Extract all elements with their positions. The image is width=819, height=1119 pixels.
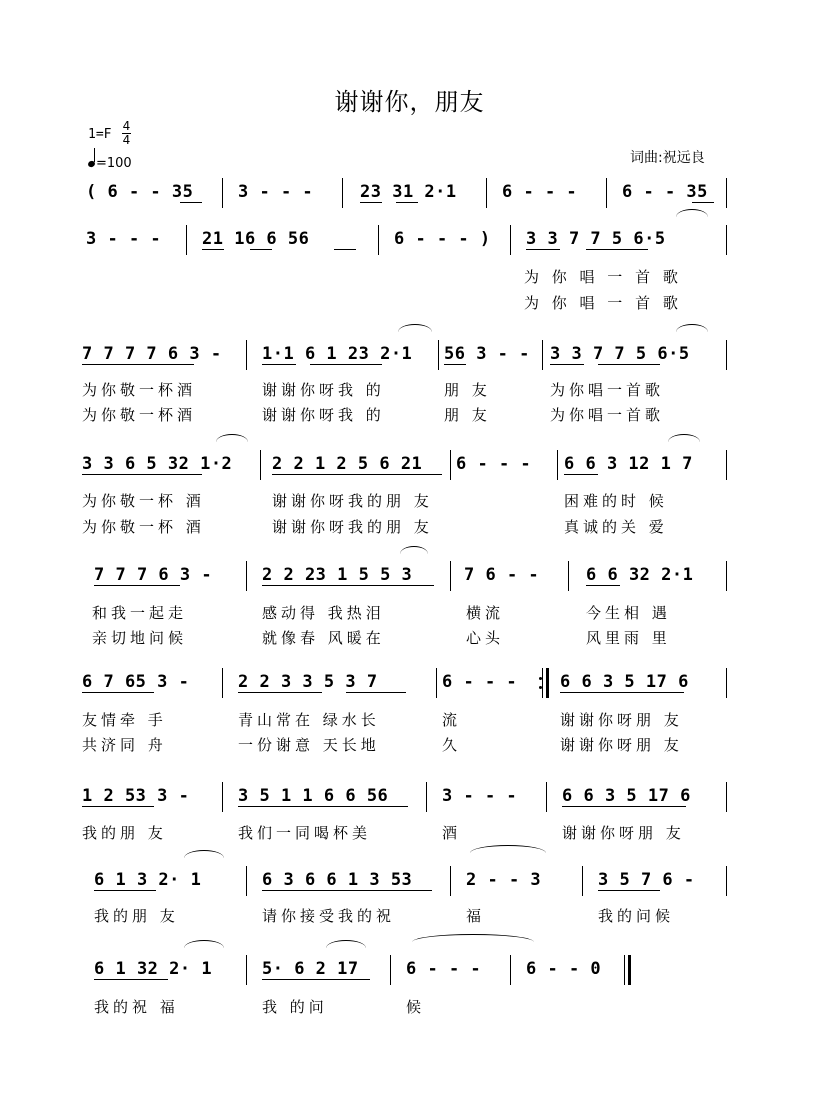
lyric-text: 请你接受我的祝: [262, 907, 396, 925]
lyric-line-7: [0, 822, 819, 844]
beam-line: [262, 890, 432, 891]
lyric-text: 谢谢你呀我 的: [262, 406, 385, 424]
lyric-line-4b: [0, 516, 819, 538]
lyric-text: 我的问候: [598, 907, 675, 925]
final-bar-line-thick: [628, 955, 631, 985]
time-signature-bottom: 4: [122, 133, 131, 147]
bar-line: [726, 178, 727, 208]
lyric-text: 流: [442, 711, 462, 729]
measure: 2 - - 3: [466, 870, 542, 890]
lyric-line-6a: [0, 709, 819, 731]
lyric-text: 为你敬一杯 酒: [82, 518, 205, 536]
beam-line: [444, 364, 466, 365]
lyric-text: 谢谢你呀我的朋 友: [272, 518, 433, 536]
score-row-2: [0, 225, 819, 253]
measure: 7 7 7 7 6 3 -: [82, 344, 222, 364]
beam-line: [82, 474, 202, 475]
slur-arc: [668, 434, 700, 442]
measure: 6 - - -: [456, 454, 532, 474]
beam-line: [262, 364, 296, 365]
beam-line: [564, 474, 598, 475]
measure: 23 31 2·1: [360, 182, 457, 202]
bar-line: [450, 561, 451, 591]
beam-line: [82, 692, 154, 693]
slur-arc: [216, 434, 248, 442]
beam-line: [360, 202, 382, 203]
bar-line: [342, 178, 343, 208]
lyric-text: 一份谢意 天长地: [238, 736, 380, 754]
beam-line: [334, 249, 356, 250]
lyric-line-6b: [0, 734, 819, 756]
bar-line: [378, 225, 379, 255]
lyric-text: 今生相 遇: [586, 604, 671, 622]
note-stem: [94, 148, 95, 162]
beam-line: [238, 806, 408, 807]
measure: 6 3 6 6 1 3 53: [262, 870, 413, 890]
measure: 1·1 6 1 23 2·1: [262, 344, 413, 364]
bar-line: [486, 178, 487, 208]
beam-line: [598, 364, 660, 365]
repeat-dot: [539, 677, 542, 680]
bar-line: [246, 340, 247, 370]
beam-line: [550, 364, 584, 365]
lyric-text: 为你敬一杯酒: [82, 406, 197, 424]
measure: 6 - - -: [442, 672, 518, 692]
measure: 6 1 3 2· 1: [94, 870, 202, 890]
final-bar-line: [624, 955, 625, 985]
lyric-text: 青山常在 绿水长: [238, 711, 380, 729]
measure: 6 6 3 12 1 7: [564, 454, 693, 474]
beam-line: [310, 364, 382, 365]
measure: 6 6 32 2·1: [586, 565, 694, 585]
measure: 6 - - - ): [394, 229, 491, 249]
bar-line: [726, 561, 727, 591]
measure: 6 - - 35: [622, 182, 708, 202]
bar-line: [557, 450, 558, 480]
lyric-line-2b: [0, 292, 819, 314]
measure: 5· 6 2 17: [262, 959, 359, 979]
bar-line: [222, 668, 223, 698]
lyric-line-3a: [0, 379, 819, 401]
measure: 2 2 3 3 5 3 7: [238, 672, 378, 692]
lyric-text: 为你唱一首歌: [550, 406, 665, 424]
lyric-text: 为你敬一杯 酒: [82, 492, 205, 510]
measure: 3 5 1 1 6 6 56: [238, 786, 389, 806]
beam-line: [94, 585, 180, 586]
tempo-value: =100: [96, 156, 132, 171]
lyric-text: 横流: [466, 604, 505, 622]
lyric-text: 感动得 我热泪: [262, 604, 385, 622]
lyric-text: 就像春 风暖在: [262, 629, 385, 647]
beam-line: [560, 692, 684, 693]
bar-line: [390, 955, 391, 985]
lyric-text: 我的朋 友: [82, 824, 167, 842]
measure: 6 - - -: [406, 959, 482, 979]
song-title: 谢谢你，朋友: [334, 88, 485, 116]
beam-line: [396, 202, 418, 203]
beam-line: [262, 585, 434, 586]
lyric-text: 我 的问: [262, 998, 328, 1016]
bar-line: [222, 782, 223, 812]
bar-line: [426, 782, 427, 812]
lyric-text: 和我一起走: [92, 604, 188, 622]
bar-line: [246, 866, 247, 896]
measure: 3 - - -: [86, 229, 162, 249]
measure: 3 3 7 7 5 6·5: [550, 344, 690, 364]
slur-arc: [184, 850, 224, 858]
slur-arc: [326, 940, 366, 948]
repeat-bar-line-thick: [546, 668, 549, 698]
measure: 2 2 23 1 5 5 3: [262, 565, 413, 585]
bar-line: [582, 866, 583, 896]
bar-line: [546, 782, 547, 812]
slur-arc: [184, 940, 224, 948]
lyric-text: 谢谢你呀朋 友: [560, 711, 683, 729]
beam-line: [272, 474, 442, 475]
slur-arc: [398, 324, 432, 332]
slur-arc: [676, 324, 708, 332]
tempo-marking: [88, 153, 132, 171]
lyric-line-9: [0, 996, 819, 1018]
beam-line: [202, 249, 224, 250]
measure: 21 16 6 56: [202, 229, 310, 249]
beam-line: [346, 692, 406, 693]
beam-line: [250, 249, 272, 250]
lyric-text: 共济同 舟: [82, 736, 167, 754]
measure: 6 6 3 5 17 6: [562, 786, 691, 806]
bar-line: [726, 866, 727, 896]
measure: 6 6 3 5 17 6: [560, 672, 689, 692]
beam-line: [262, 979, 370, 980]
bar-line: [726, 668, 727, 698]
slur-arc: [412, 934, 534, 942]
lyric-text: 谢谢你呀朋 友: [560, 736, 683, 754]
lyric-line-5b: [0, 627, 819, 649]
lyric-text: 为 你 唱 一 首 歌: [524, 294, 682, 312]
bar-line: [246, 955, 247, 985]
beam-line: [82, 364, 194, 365]
beam-line: [94, 979, 168, 980]
bar-line: [186, 225, 187, 255]
beam-line: [692, 202, 714, 203]
bar-line: [438, 340, 439, 370]
time-signature: [122, 120, 131, 147]
composer-credit: 词曲:祝远良: [630, 150, 705, 166]
bar-line: [450, 866, 451, 896]
slur-arc: [470, 845, 546, 853]
bar-line: [510, 225, 511, 255]
lyric-line-3b: [0, 404, 819, 426]
measure: 6 - - -: [502, 182, 578, 202]
bar-line: [726, 340, 727, 370]
measure: 7 7 7 6 3 -: [94, 565, 213, 585]
lyric-line-4a: [0, 490, 819, 512]
lyric-text: 心头: [466, 629, 505, 647]
slur-arc: [676, 209, 708, 217]
bar-line: [568, 561, 569, 591]
lyric-line-8: [0, 905, 819, 927]
lyric-text: 为你唱一首歌: [550, 381, 665, 399]
lyric-text: 真诚的关 爱: [564, 518, 668, 536]
lyric-text: 为 你 唱 一 首 歌: [524, 268, 682, 286]
lyric-text: 友情牵 手: [82, 711, 167, 729]
lyric-text: 酒: [442, 824, 462, 842]
beam-line: [526, 249, 560, 250]
lyric-text: 朋 友: [444, 381, 491, 399]
measure: 3 3 7 7 5 6·5: [526, 229, 666, 249]
bar-line: [542, 340, 543, 370]
lyric-text: 我们一同喝杯美: [238, 824, 372, 842]
bar-line: [246, 561, 247, 591]
beam-line: [598, 890, 660, 891]
bar-line: [436, 668, 437, 698]
bar-line: [222, 178, 223, 208]
measure: 2 2 1 2 5 6 21: [272, 454, 423, 474]
lyric-text: 为你敬一杯酒: [82, 381, 197, 399]
measure: 3 - - -: [238, 182, 314, 202]
lyric-text: 我的朋 友: [94, 907, 179, 925]
beam-line: [238, 692, 322, 693]
repeat-dot: [539, 686, 542, 689]
measure: 6 1 32 2· 1: [94, 959, 213, 979]
bar-line: [726, 225, 727, 255]
measure: 7 6 - -: [464, 565, 540, 585]
bar-line: [450, 450, 451, 480]
measure: 1 2 53 3 -: [82, 786, 190, 806]
beam-line: [180, 202, 202, 203]
beam-line: [562, 806, 686, 807]
measure: 6 7 65 3 -: [82, 672, 190, 692]
beam-line: [586, 249, 648, 250]
repeat-bar-line: [542, 668, 543, 698]
lyric-text: 谢谢你呀我的朋 友: [272, 492, 433, 510]
lyric-line-5a: [0, 602, 819, 624]
lyric-text: 谢谢你呀朋 友: [562, 824, 685, 842]
beam-line: [586, 585, 620, 586]
beam-line: [82, 806, 154, 807]
lyric-text: 困难的时 候: [564, 492, 668, 510]
beam-line: [94, 890, 156, 891]
lyric-text: 候: [406, 998, 426, 1016]
measure: ( 6 - - 35: [86, 182, 194, 202]
measure: 6 - - 0: [526, 959, 602, 979]
key-signature: 1=F: [88, 127, 112, 142]
measure: 56 3 - -: [444, 344, 530, 364]
time-signature-top: 4: [122, 119, 131, 133]
bar-line: [726, 450, 727, 480]
lyric-text: 福: [466, 907, 486, 925]
measure: 3 5 7 6 -: [598, 870, 695, 890]
lyric-line-2a: [0, 266, 819, 288]
measure: 3 3 6 5 32 1·2: [82, 454, 233, 474]
lyric-text: 风里雨 里: [586, 629, 671, 647]
bar-line: [726, 782, 727, 812]
bar-line: [606, 178, 607, 208]
lyric-text: 朋 友: [444, 406, 491, 424]
slur-arc: [400, 546, 428, 554]
bar-line: [260, 450, 261, 480]
measure: 3 - - -: [442, 786, 518, 806]
lyric-text: 谢谢你呀我 的: [262, 381, 385, 399]
lyric-text: 我的祝 福: [94, 998, 179, 1016]
bar-line: [510, 955, 511, 985]
lyric-text: 久: [442, 736, 462, 754]
lyric-text: 亲切地问候: [92, 629, 188, 647]
